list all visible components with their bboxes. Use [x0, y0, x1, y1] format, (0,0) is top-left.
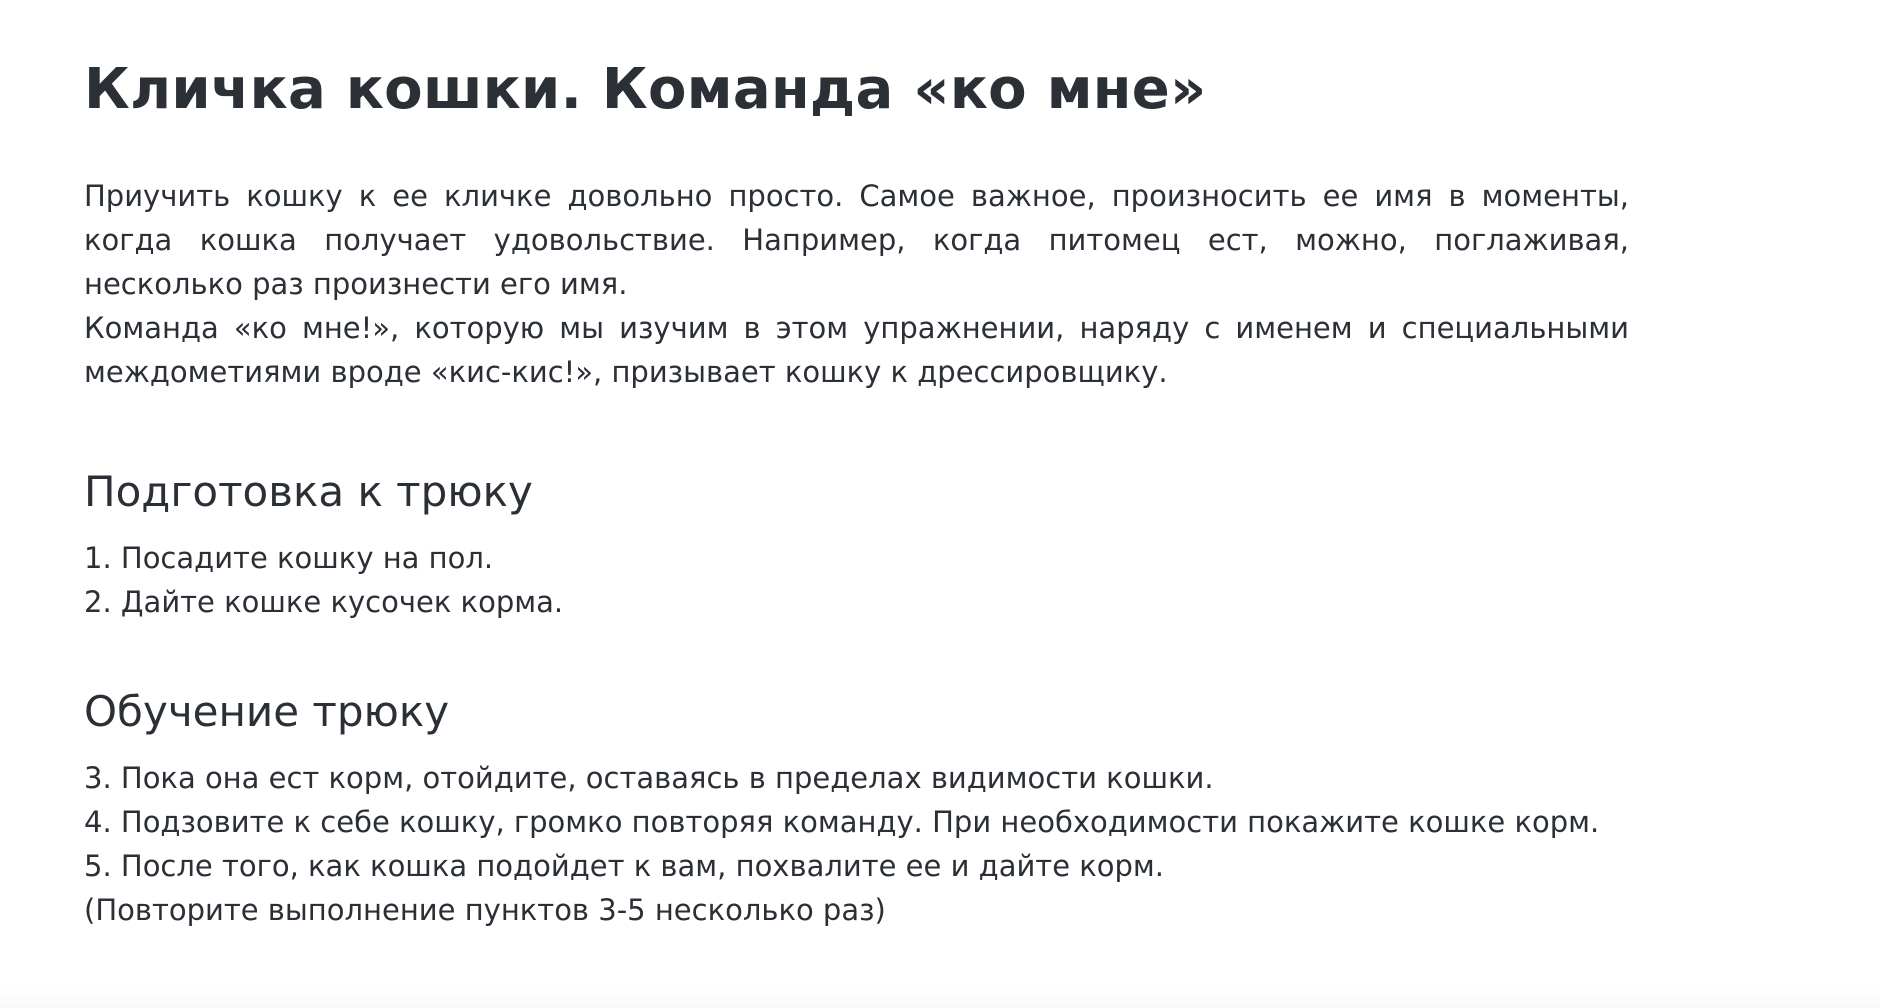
repeat-note: (Повторите выполнение пунктов 3-5 несколько раз)	[84, 893, 886, 927]
step-item: 3. Пока она ест корм, отойдите, оставаясь в пределах видимости кошки.	[84, 761, 1214, 795]
training-heading: Обучение трюку	[84, 687, 450, 736]
preparation-heading: Подготовка к трюку	[84, 467, 533, 516]
page-bottom-edge	[0, 988, 1880, 1008]
article	[84, 44, 1629, 932]
page-title: Кличка кошки. Команда «ко мне»	[84, 57, 1207, 122]
step-item: 5. После того, как кошка подойдет к вам, похвалите ее и дайте корм.	[84, 849, 1165, 883]
intro-paragraph: Команда «ко мне!», которую мы изучим в этом упражнении, наряду с именем и специальными междометиями вроде «кис-кис!», призывает кошку к дрессировщику.	[84, 311, 1629, 389]
intro-paragraph: Приучить кошку к ее кличке довольно просто. Самое важное, произносить ее имя в моменты, когда кошка получает удовольствие. Например, когда питомец ест, можно, поглаживая, несколько раз произнести его имя.	[84, 179, 1629, 301]
step-item: 2. Дайте кошке кусочек корма.	[84, 585, 564, 619]
preparation-section	[84, 460, 1629, 624]
intro-section	[84, 174, 1629, 394]
training-section	[84, 680, 1629, 932]
step-item: 1. Посадите кошку на пол.	[84, 541, 494, 575]
step-item: 4. Подзовите к себе кошку, громко повторяя команду. При необходимости покажите кошке корм.	[84, 805, 1600, 839]
